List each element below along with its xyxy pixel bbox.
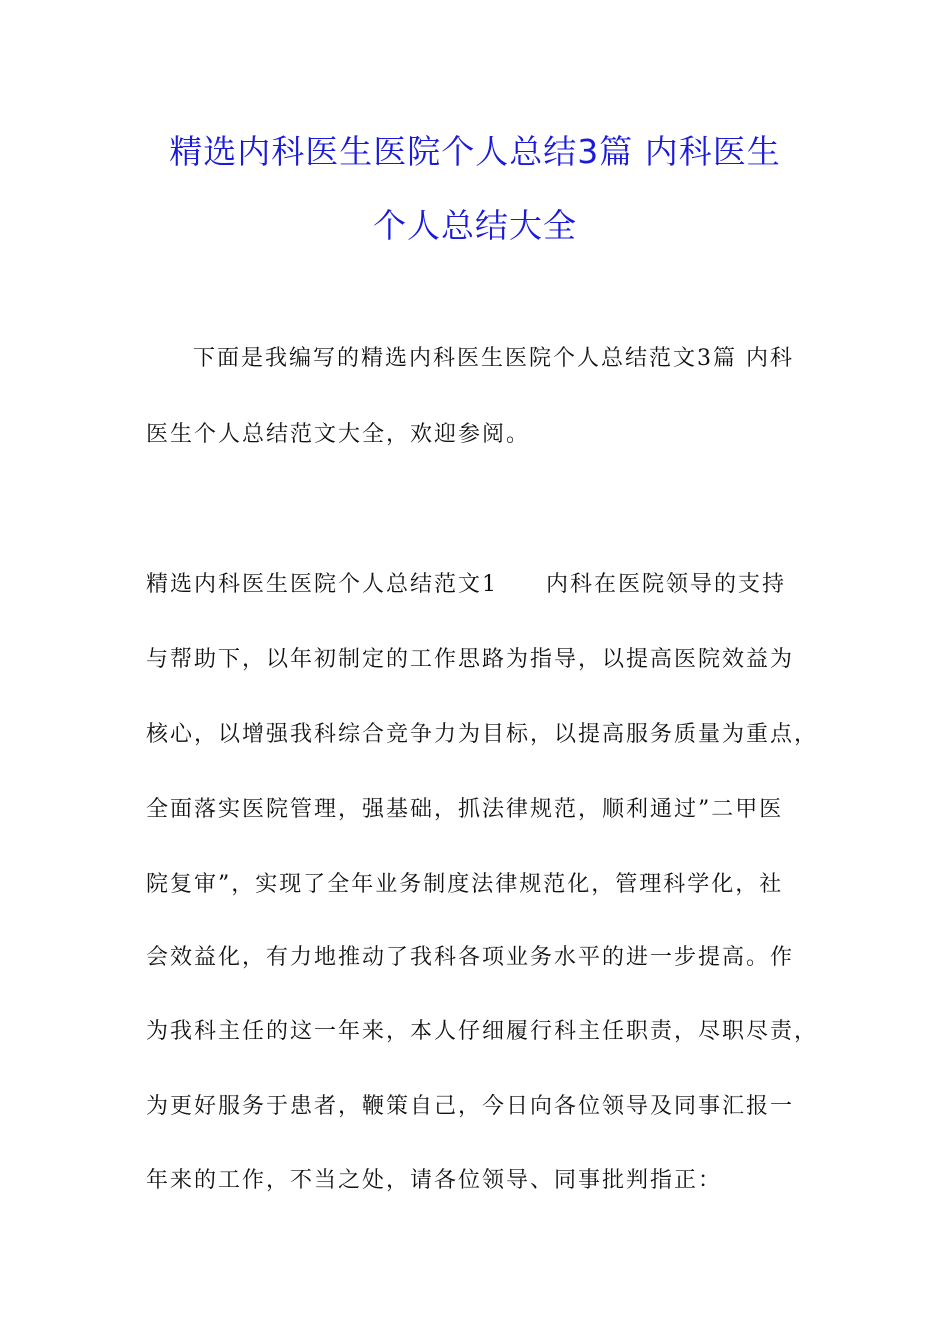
body-line-8: 为更好服务于患者，鞭策自己，今日向各位领导及同事汇报一 (146, 1094, 795, 1119)
intro-line-2: 医生个人总结范文大全，欢迎参阅。 (146, 422, 531, 447)
body-line-9: 年来的工作，不当之处，请各位领导、同事批判指正： (146, 1168, 723, 1193)
body-line-4: 全面落实医院管理，强基础，抓法律规范，顺利通过”二甲医 (146, 797, 784, 822)
body-line-2: 与帮助下，以年初制定的工作思路为指导，以提高医院效益为 (146, 647, 795, 672)
document-title-line-1: 精选内科医生医院个人总结3篇 内科医生 (169, 132, 781, 171)
body-line-1: 精选内科医生医院个人总结范文1 内科在医院领导的支持 (146, 572, 786, 597)
body-line-5: 院复审”，实现了全年业务制度法律规范化，管理科学化，社 (146, 872, 784, 897)
body-line-7: 为我科主任的这一年来，本人仔细履行科主任职责，尽职尽责， (146, 1019, 819, 1044)
body-line-3: 核心，以增强我科综合竞争力为目标，以提高服务质量为重点， (146, 722, 819, 747)
intro-line-1: 下面是我编写的精选内科医生医院个人总结范文3篇 内科 (193, 346, 794, 371)
document-title-line-2: 个人总结大全 (373, 206, 577, 245)
body-line-6: 会效益化，有力地推动了我科各项业务水平的进一步提高。作 (146, 945, 795, 970)
